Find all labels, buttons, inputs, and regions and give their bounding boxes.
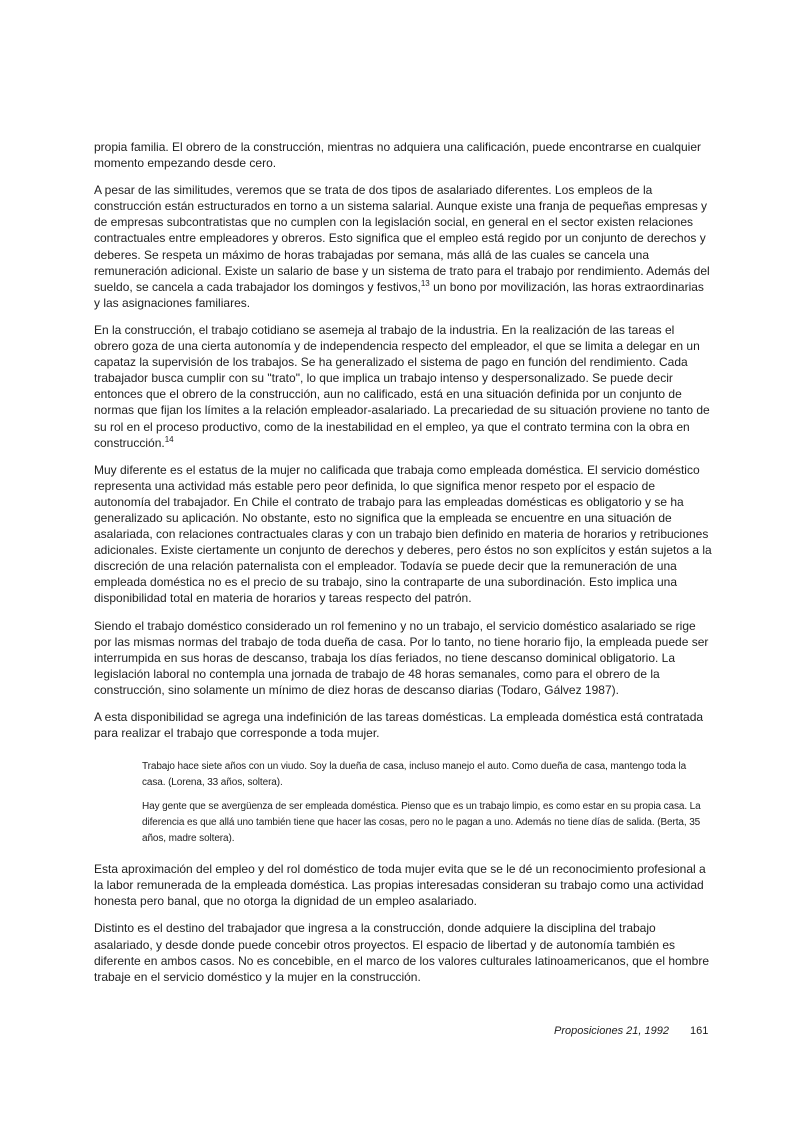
- quote-berta: Hay gente que se avergüenza de ser empleada doméstica. Pienso que es un trabajo limpio, es como estar en su propia casa. La diferencia es que allá uno también tiene que hacer las cosas, pero no le pagan a uno. Además no tiene días de salida. (Berta, 35 años, madre soltera).: [142, 801, 701, 845]
- footnote-ref-13[interactable]: 13: [420, 278, 430, 288]
- paragraph-text: Esta aproximación del empleo y del rol doméstico de toda mujer evita que se le dé un reconocimiento profesional a la labor remunerada de la empleada doméstica. Las propias interesadas consideran su trabajo como una actividad honesta pero banal, que no otorga la dignidad de un empleo asalariado.: [94, 862, 706, 909]
- paragraph-2: [94, 182, 712, 311]
- paragraph-8: [94, 920, 712, 984]
- document-body: [94, 139, 712, 996]
- paragraph-text: A pesar de las similitudes, veremos que se trata de dos tipos de asalariado diferentes. Los empleos de la construcción están estructurados en torno a un sistema salarial. Aunque existe una franja de pequeñas empresas y de empresas subcontratistas que no cumplen con la legislación social, en general en el sector existen relaciones contractuales entre empleadores y obreros. Esto significa que el empleo está regido por un conjunto de derechos y deberes. Se respeta un máximo de horas trabajadas por semana, más allá de las cuales se cancela una remuneración adicional. Existe un salario de base y un sistema de trato para el trabajo por rendimiento. Además del sueldo, se cancela a cada trabajador los domingos y festivos,: [94, 183, 710, 294]
- paragraph-6: [94, 709, 712, 741]
- paragraph-text: Muy diferente es el estatus de la mujer no calificada que trabaja como empleada doméstica. El servicio doméstico representa una actividad más estable pero peor definida, lo que significa menor respeto por el espacio de autonomía del trabajador. En Chile el contrato de trabajo para las empleadas domésticas es obligatorio y se ha generalizado su aplicación. No obstante, esto no significa que la empleada se encuentre en una situación de asalariada, con relaciones contractuales claras y con un trabajo bien definido en materia de horarios y retribuciones adicionales. Existe ciertamente un conjunto de derechos y deberes, pero éstos no son explícitos y están sujetos a la discreción de una relación paternalista con el empleador. Todavía se puede decir que la remuneración de una empleada doméstica no es el precio de su trabajo, sino la contraparte de una subordinación. Esto implica una disponibilidad total en materia de horarios y tareas respecto del patrón.: [94, 462, 712, 606]
- paragraph-text: Siendo el trabajo doméstico considerado un rol femenino y no un trabajo, el servicio doméstico asalariado se rige por las mismas normas del trabajo de toda dueña de casa. Por lo tanto, no tiene horario fijo, la empleada puede ser interrumpida en sus horas de descanso, trabaja los días feriados, no tiene descanso dominical obligatorio. La legislación laboral no contempla una jornada de trabajo de 48 horas semanales, como para el obrero de la construcción, sino solamente un mínimo de diez horas de descanso diarias (Todaro, Gálvez 1987).: [94, 618, 709, 697]
- paragraph-3: [94, 322, 712, 451]
- paragraph-text: Distinto es el destino del trabajador que ingresa a la construcción, donde adquiere la disciplina del trabajo asalariado, y desde donde puede concebir otros proyectos. El espacio de libertad y de autonomía también es diferente en ambos casos. No es concebible, en el marco de los valores culturales latinoamericanos, que el hombre trabaje en el servicio doméstico y la mujer en la construcción.: [94, 921, 709, 984]
- paragraph-text: A esta disponibilidad se agrega una indefinición de las tareas domésticas. La empleada doméstica está contratada para realizar el trabajo que corresponde a toda mujer.: [94, 710, 704, 741]
- testimony-quotes: [94, 759, 712, 847]
- paragraph-5: [94, 618, 712, 698]
- paragraph-text: En la construcción, el trabajo cotidiano se asemeja al trabajo de la industria. En la realización de las tareas el obrero goza de una cierta autonomía y de independencia respecto del empleador, el que se limita a delegar en un capataz la supervisión de los trabajos. Se ha generalizado el sistema de pago en función del rendimiento. Cada trabajador busca cumplir con su "trato", lo que implica un trabajo intenso y despersonalizado. Se puede decir entonces que el obrero de la construcción, aun no calificado, está en una situación definida por un conjunto de normas que fijan los límites a la relación empleador-asalariado. La precariedad de su situación proviene no tanto de su rol en el proceso productivo, como de la inestabilidad en el empleo, ya que el contrato termina con la obra en construcción.: [94, 322, 710, 450]
- paragraph-4: [94, 462, 712, 607]
- quote-lorena: Trabajo hace siete años con un viudo. Soy la dueña de casa, incluso manejo el auto. Como dueña de casa, mantengo toda la casa. (Lorena, 33 años, soltera).: [142, 761, 687, 789]
- paragraph-7: [94, 861, 712, 909]
- paragraph-text-continued: un bono por movilización, las horas extraordinarias y las asignaciones familiares.: [94, 279, 704, 310]
- footnote-ref-14[interactable]: 14: [164, 434, 174, 444]
- journal-citation: Proposiciones 21, 1992: [554, 1025, 669, 1037]
- page-number: 161: [690, 1025, 709, 1037]
- paragraph-text: propia familia. El obrero de la construcción, mientras no adquiera una calificación, puede encontrarse en cualquier momento empezando desde cero.: [94, 140, 702, 171]
- paragraph-1: [94, 139, 712, 171]
